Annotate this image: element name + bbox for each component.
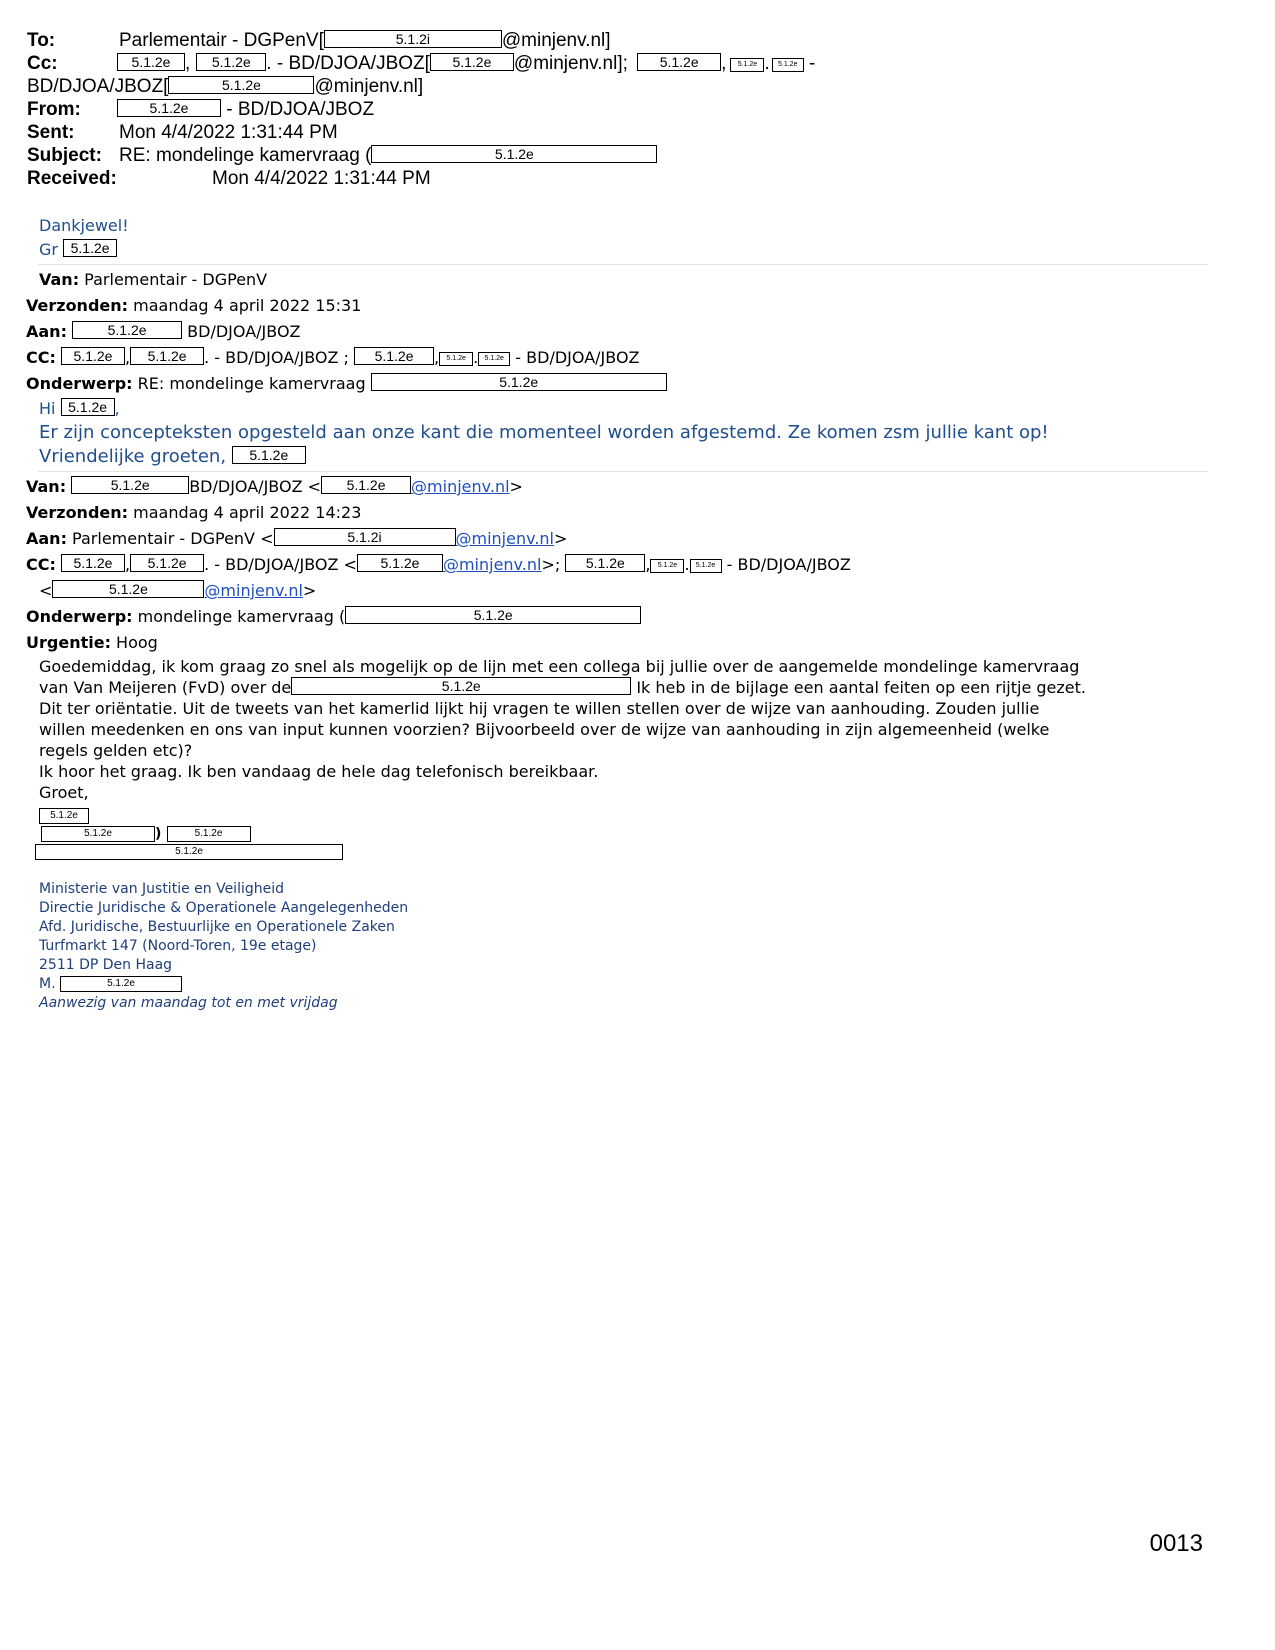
cc-label: CC:	[26, 555, 56, 574]
cc2-tail: >	[302, 581, 317, 600]
redaction-box: 5.1.2e	[167, 826, 251, 842]
aan-label: Aan:	[26, 529, 67, 548]
paragraph-line: van Van Meijeren (FvD) over de	[39, 678, 292, 697]
redaction-box: 5.1.2e	[232, 446, 306, 464]
to-value: Parlementair - DGPenV[	[119, 30, 324, 51]
cc-text: . - BD/DJOA/JBOZ <	[204, 555, 357, 574]
redaction-box: 5.1.2e	[61, 398, 115, 416]
redaction-box: 5.1.2e	[130, 347, 204, 365]
redaction-box: 5.1.2e	[117, 99, 221, 117]
signature-availability: Aanwezig van maandag tot en met vrijdag	[39, 995, 338, 1011]
redaction-box: 5.1.2e	[72, 321, 182, 339]
paragraph-line: Goedemiddag, ik kom graag zo snel als mogelijk op de lijn met een collega bij jullie over de aangemelde mondelinge kamervraag	[39, 657, 1080, 676]
redaction-box: 5.1.2e	[71, 476, 189, 494]
redaction-box: 5.1.2e	[60, 976, 182, 992]
van-text: BD/DJOA/JBOZ <	[189, 477, 322, 496]
cc-label: Cc:	[27, 53, 58, 74]
redaction-box: 5.1.2i	[274, 528, 456, 546]
received-label: Received:	[27, 168, 117, 189]
to-row	[27, 29, 1027, 52]
sent-label: Sent:	[27, 122, 75, 143]
redaction-box: 5.1.2e	[772, 58, 804, 72]
greeting-comma: ,	[114, 399, 120, 418]
paragraph-line: Ik heb in de bijlage een aantal feiten op een rijtje gezet.	[631, 678, 1086, 697]
subject-value: RE: mondelinge kamervraag (	[119, 145, 372, 166]
cc-domain: @minjenv.nl]	[314, 76, 424, 97]
urgentie-label: Urgentie:	[26, 633, 111, 652]
redaction-box: 5.1.2e	[357, 554, 443, 572]
sent-row	[27, 121, 1027, 144]
cc-text: . - BD/DJOA/JBOZ[	[266, 53, 430, 74]
van-tail: >	[509, 477, 523, 496]
signature-mobile-label: M.	[39, 976, 56, 992]
redaction-box: 5.1.2e	[39, 808, 89, 824]
redaction-box: 5.1.2e	[371, 145, 657, 163]
divider	[38, 264, 1208, 265]
cc-row: Cc: 5.1.2e , 5.1.2e . - BD/DJOA/JBOZ[ 5.1.2e @minjenv.nl]; 5.1.2e , 5.1.2e . 5.1.2e -	[27, 53, 816, 74]
redaction-box: 5.1.2e	[371, 373, 667, 391]
signature-line: Ministerie van Justitie en Veiligheid	[39, 881, 284, 897]
cc-tail: - BD/DJOA/JBOZ	[721, 555, 851, 574]
verzonden-label: Verzonden:	[26, 503, 129, 522]
divider	[38, 471, 1208, 472]
cc-text: BD/DJOA/JBOZ[	[27, 76, 169, 97]
van-label: Van:	[26, 477, 67, 496]
email-link[interactable]: @minjenv.nl	[455, 529, 554, 548]
greeting-hi: Hi	[39, 399, 56, 418]
aan-value: Parlementair - DGPenV <	[66, 529, 274, 548]
from-label: From:	[27, 99, 81, 120]
signature-line: Turfmarkt 147 (Noord-Toren, 19e etage)	[39, 938, 317, 954]
redaction-box: 5.1.2e	[345, 606, 641, 624]
redaction-box: 5.1.2e	[168, 76, 314, 94]
page-number: 0013	[1149, 1530, 1203, 1557]
closing-text: Vriendelijke groeten,	[39, 446, 227, 467]
redaction-box: 5.1.2e	[63, 239, 117, 257]
signature-line: Directie Juridische & Operationele Aangelegenheden	[39, 900, 409, 916]
redaction-box: 5.1.2e	[61, 347, 125, 365]
redaction-box: 5.1.2e	[637, 53, 721, 71]
verzonden-value: maandag 4 april 2022 14:23	[128, 503, 362, 522]
redaction-box: 5.1.2e	[35, 844, 343, 860]
aan-label: Aan:	[26, 322, 67, 341]
redaction-box: 5.1.2e	[41, 826, 155, 842]
redaction-box: 5.1.2e	[117, 53, 185, 71]
message-text: Er zijn concepteksten opgesteld aan onze kant die momenteel worden afgestemd. Ze komen zsm jullie kant op!	[39, 422, 1049, 443]
redaction-box: 5.1.2e	[321, 476, 411, 494]
redaction-box: 5.1.2e	[52, 580, 204, 598]
signature-line: Afd. Juridische, Bestuurlijke en Operationele Zaken	[39, 919, 395, 935]
paragraph-line: willen meedenken en ons van input kunnen voorzien? Bijvoorbeeld over de wijze van aanhouding in zijn algemeenheid (welke	[39, 720, 1050, 739]
to-label: To:	[27, 30, 56, 51]
reply-gr: Gr	[39, 240, 58, 259]
cc-domain: @minjenv.nl];	[513, 53, 628, 74]
paragraph-line: Dit ter oriëntatie. Uit de tweets van het kamerlid lijkt hij vragen te willen stellen over de wijze van aanhouding. Zouden jullie	[39, 699, 1040, 718]
redaction-box: 5.1.2e	[730, 58, 764, 72]
email-header	[27, 29, 1027, 190]
to-domain: @minjenv.nl]	[501, 30, 611, 51]
verzonden-label: Verzonden:	[26, 296, 129, 315]
redaction-box: 5.1.2e	[478, 352, 510, 366]
redaction-box: 5.1.2e	[439, 352, 473, 366]
email-link[interactable]: @minjenv.nl	[411, 477, 510, 496]
redaction-box: 5.1.2e	[690, 559, 722, 573]
aan-tail: >	[554, 529, 568, 548]
redaction-box: 5.1.2e	[291, 677, 631, 695]
cc-tail: -	[803, 53, 816, 74]
redaction-box: 5.1.2e	[130, 554, 204, 572]
message-body	[26, 656, 1236, 860]
email-signature	[26, 880, 1236, 1013]
cc-sep: >;	[541, 555, 561, 574]
onderwerp-label: Onderwerp:	[26, 607, 133, 626]
onderwerp-value: RE: mondelinge kamervraag	[132, 374, 366, 393]
reply-thanks: Dankjewel!	[39, 216, 129, 235]
received-value: Mon 4/4/2022 1:31:44 PM	[212, 168, 431, 189]
email-link[interactable]: @minjenv.nl	[442, 555, 542, 574]
subject-row	[27, 144, 1027, 167]
onderwerp-value: mondelinge kamervraag (	[132, 607, 346, 626]
redaction-box: 5.1.2e	[354, 347, 434, 365]
onderwerp-label: Onderwerp:	[26, 374, 133, 393]
cc-text: . - BD/DJOA/JBOZ ;	[204, 348, 349, 367]
redaction-box: 5.1.2e	[565, 554, 645, 572]
redaction-box: 5.1.2e	[650, 559, 684, 573]
redaction-box: 5.1.2e	[61, 554, 125, 572]
cc-tail: - BD/DJOA/JBOZ	[510, 348, 640, 367]
cc2-pre: <	[39, 581, 53, 600]
sent-value: Mon 4/4/2022 1:31:44 PM	[119, 122, 338, 143]
signature-paren: )	[155, 826, 162, 842]
closing-text: Groet,	[39, 783, 89, 802]
redaction-box: 5.1.2e	[430, 53, 514, 71]
paragraph-line: regels gelden etc)?	[39, 741, 193, 760]
van-value: Parlementair - DGPenV	[79, 270, 268, 289]
cc-label: CC:	[26, 348, 56, 367]
from-value: - BD/DJOA/JBOZ	[221, 99, 375, 120]
cc-row-2	[27, 75, 1027, 98]
redaction-box: 5.1.2e	[196, 53, 266, 71]
email-body: Dankjewel! Gr 5.1.2e Van: Parlementair - DGPenV Verzonden: maandag 4 april 2022 15:31 Aan: 5.1.2e BD/DJOA/JBOZ CC: 5.1.2e , 5.1.2e . - BD/DJOA/JBOZ ; 5.1.2e , 5.1.2e . 5.1.2e - BD/DJOA/JBOZ Onderwerp: RE: mondelinge kamervraag 5.1.2e Hi 5.1.2e , Er zijn concepteksten opgesteld aan onze kant die momenteel worden afgestemd. Ze komen zsm jullie kant op! Vriendelijke groeten, 5.1.2e Van: 5.1.2e BD/DJOA/JBOZ < 5.1.2e @minjenv.nl> Verzonden: maandag 4 april 2022 14:23 Aan: Parlementair - DGPenV < 5.1.2i @minjenv.nl> CC: 5.1.2e , 5.1.2e . - BD/DJOA/JBOZ < 5.1.2e @minjenv.nl>; 5.1.2e , 5.1.2e . 5.1.2e - BD/DJOA/JBOZ < 5.1.2e @minjenv.nl> Onderwerp: mondelinge kamervraag ( 5.1.2e Urgentie: Hoog Goedemiddag, ik kom graag zo snel als mogelijk op de lijn met een collega bij jullie over de aangemelde mondelinge kamervraag van Van Meijeren (FvD) over de 5.1.2e Ik heb in de bijlage een aantal feiten op een rijtje gezet. Dit ter oriëntatie. Uit de tweets van het kamerlid lijkt hij vragen te willen stellen over de wijze van aanhouding. Zouden jullie willen meedenken en ons van input kunnen voorzien? Bijvoorbeeld over de wijze van aanhouding in zijn algemeenheid (welke regels gelden etc)? Ik hoor het graag. Ik ben vandaag de hele dag telefonisch bereikbaar. Groet, 5.1.2e 5.1.2e ) 5.1.2e 5.1.2e Ministerie van Justitie en Veiligheid Directie Juridische & Operationele Aangelegenheden Afd. Juridische, Bestuurlijke en Operationele Zaken Turfmarkt 147 (Noord-Toren, 19e etage) 2511 DP Den Haag M. 5.1.2e Aanwezig van maandag tot en met vrijdag	[26, 214, 1236, 1013]
redaction-box: 5.1.2i	[324, 30, 502, 48]
subject-label: Subject:	[27, 145, 102, 166]
signature-line: 2511 DP Den Haag	[39, 957, 173, 973]
received-row	[27, 167, 1027, 190]
aan-value: BD/DJOA/JBOZ	[182, 322, 301, 341]
email-link[interactable]: @minjenv.nl	[204, 581, 303, 600]
from-row	[27, 98, 1027, 121]
verzonden-value: maandag 4 april 2022 15:31	[128, 296, 362, 315]
paragraph-line: Ik hoor het graag. Ik ben vandaag de hele dag telefonisch bereikbaar.	[39, 762, 599, 781]
urgentie-value: Hoog	[110, 633, 158, 652]
van-label: Van:	[39, 270, 80, 289]
